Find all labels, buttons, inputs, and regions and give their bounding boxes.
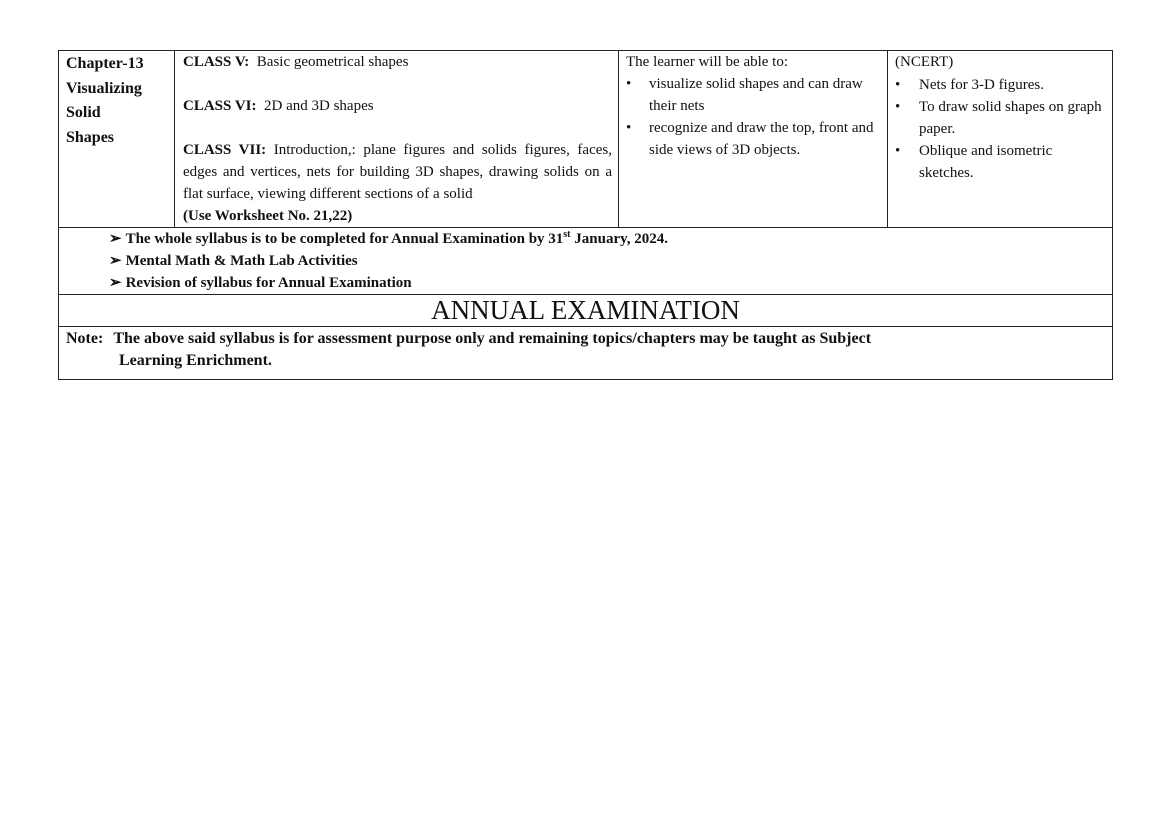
class-vii-label: CLASS VII: (183, 142, 267, 158)
outcomes-intro: The learner will be able to: (626, 54, 789, 70)
bullet-icon: • (895, 99, 901, 115)
class-vii-text: Introduction,: plane figures and solids figures, faces, edges and vertices, nets for building 3D shapes, drawing solids on a flat surface, viewing different sections of a solid (183, 142, 612, 202)
outcomes-list (626, 73, 883, 161)
completion-note (109, 228, 1112, 250)
arrow-bullet-icon: ➢ (109, 253, 122, 269)
chapter-title-line: Shapes (66, 128, 115, 146)
list-item (626, 73, 883, 117)
class-vi-label: CLASS VI: (183, 98, 257, 114)
note-text: The above said syllabus is for assessment purpose only and remaining topics/chapters may be taught as Subject (113, 330, 872, 347)
class-vi-entry (183, 95, 612, 117)
chapter-row (59, 51, 1113, 228)
class-v-entry (183, 51, 612, 73)
revision-note-text: Revision of syllabus for Annual Examination (125, 275, 412, 291)
list-item (626, 117, 883, 161)
activity-text: Oblique and isometric sketches. (919, 143, 1053, 181)
notes-row (59, 228, 1113, 295)
footer-note-cell (59, 327, 1113, 380)
activities-intro: (NCERT) (895, 54, 954, 70)
class-vii-entry (183, 139, 612, 205)
bullet-icon: • (626, 76, 632, 92)
syllabus-table (58, 50, 1113, 380)
list-item (895, 96, 1108, 140)
bullet-icon: • (626, 120, 632, 136)
chapter-title-line: Visualizing (66, 79, 142, 97)
bullet-icon: • (895, 143, 901, 159)
class-v-label: CLASS V: (183, 54, 250, 70)
activities-note (109, 250, 1112, 272)
completion-date: January, 2024. (570, 231, 669, 247)
worksheet-note: (Use Worksheet No. 21,22) (183, 208, 353, 224)
chapter-number: Chapter-13 (66, 55, 144, 72)
activity-text: Nets for 3-D figures. (919, 77, 1044, 93)
ordinal-suffix: st (563, 229, 571, 240)
list-item (895, 140, 1108, 184)
note-label: Note: (66, 330, 104, 347)
chapter-cell (59, 51, 175, 228)
activities-list (895, 74, 1108, 184)
activity-text: To draw solid shapes on graph paper. (919, 99, 1102, 137)
activities-cell (888, 51, 1113, 228)
outcome-text: visualize solid shapes and can draw their nets (649, 76, 863, 114)
activities-note-text: Mental Math & Math Lab Activities (125, 253, 358, 269)
class-content-cell (175, 51, 619, 228)
notes-cell (59, 228, 1113, 295)
class-v-text: Basic geometrical shapes (256, 54, 409, 70)
note-line-2: Learning Enrichment. (119, 352, 272, 369)
learning-outcomes-cell (619, 51, 888, 228)
arrow-bullet-icon: ➢ (109, 231, 122, 247)
completion-text: The whole syllabus is to be completed for Annual Examination by 31 (125, 231, 564, 247)
arrow-bullet-icon: ➢ (109, 275, 122, 291)
note-line-1 (66, 328, 1102, 350)
class-vi-text: 2D and 3D shapes (264, 98, 374, 114)
exam-row (59, 295, 1113, 327)
annual-examination-heading: ANNUAL EXAMINATION (59, 295, 1113, 327)
outcome-text: recognize and draw the top, front and side views of 3D objects. (649, 120, 874, 158)
note-row (59, 327, 1113, 380)
chapter-title-line: Solid (66, 104, 101, 121)
bullet-icon: • (895, 77, 901, 93)
list-item (895, 74, 1108, 96)
revision-note (109, 272, 1112, 294)
